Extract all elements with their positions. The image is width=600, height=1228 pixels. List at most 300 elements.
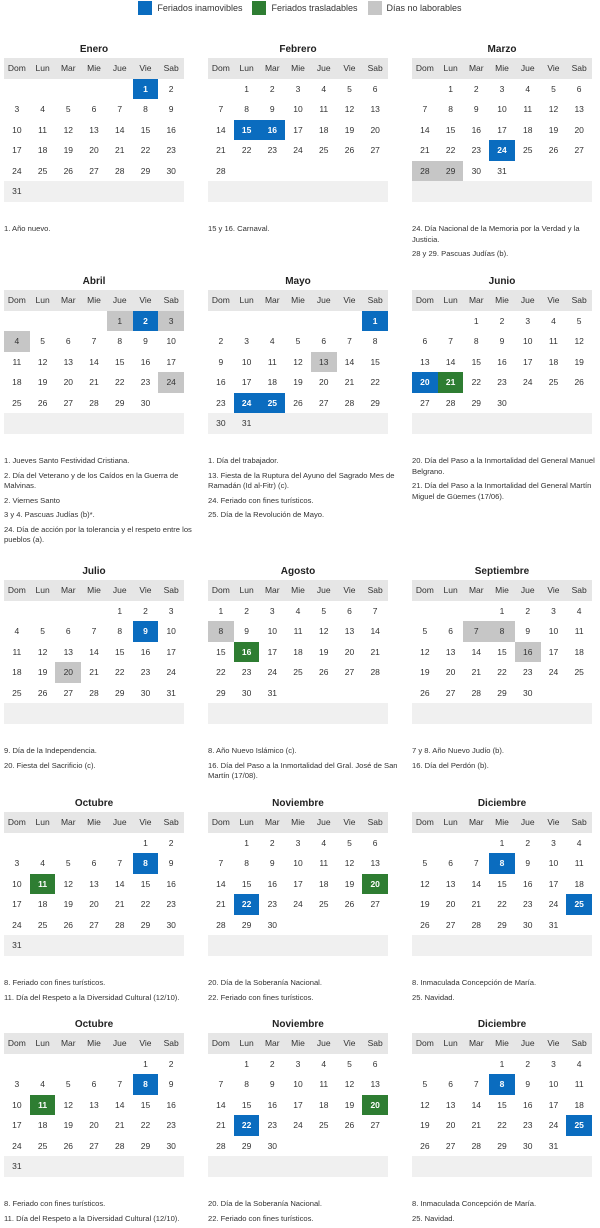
weekday-mie: Mie — [495, 295, 509, 305]
empty-day-cell — [362, 161, 388, 182]
weekday-lun: Lun — [443, 585, 458, 595]
day-cell: 8 — [133, 1074, 159, 1095]
empty-day-cell — [566, 935, 592, 956]
holiday-note: 25. Día de la Revolución de Mayo. — [208, 510, 325, 519]
weekday-mie: Mie — [291, 817, 305, 827]
month-title: Septiembre — [474, 566, 530, 577]
day-cell: 21 — [89, 377, 99, 387]
day-cell: 2 — [168, 1058, 174, 1069]
weekday-jue: Jue — [316, 63, 331, 73]
empty-day-cell — [208, 833, 234, 854]
holiday-note: 13. Fiesta de la Ruptura del Ayuno del Sagrado Mes de Ramadán (Id al-Fitr) (c). — [208, 470, 395, 490]
week-row — [208, 1054, 388, 1075]
day-cell: 31 — [267, 687, 278, 698]
day-cell: 27 — [445, 1140, 456, 1151]
week-row — [208, 874, 388, 895]
day-cell: 14 — [344, 356, 355, 367]
day-cell: 23 — [216, 397, 226, 408]
day-cell: 4 — [321, 1058, 327, 1069]
week-row — [4, 352, 184, 373]
week-row — [4, 311, 184, 332]
day-cell: 21 — [420, 145, 430, 155]
weekday-mar: Mar — [468, 817, 484, 827]
day-cell: 10 — [12, 124, 22, 135]
day-cell: 30 — [166, 919, 176, 930]
weekday-header — [412, 58, 592, 79]
weekday-sab: Sab — [367, 63, 383, 73]
empty-day-cell — [208, 1156, 234, 1177]
weekday-jue: Jue — [316, 295, 331, 305]
day-cell: 27 — [370, 899, 380, 909]
weekday-header — [412, 290, 592, 311]
day-cell: 13 — [445, 646, 456, 657]
empty-day-cell — [107, 181, 133, 202]
week-row — [208, 935, 388, 956]
legend — [0, 0, 600, 16]
empty-day-cell — [541, 181, 567, 202]
week-row — [208, 915, 388, 936]
empty-day-cell — [259, 161, 285, 182]
week-row — [208, 1156, 388, 1177]
empty-day-cell — [81, 413, 107, 434]
day-cell: 16 — [523, 1099, 533, 1110]
day-cell: 30 — [523, 1140, 533, 1151]
empty-day-cell — [412, 311, 438, 332]
day-cell: 8 — [372, 336, 378, 346]
day-cell: 13 — [89, 124, 99, 135]
empty-day-cell — [337, 915, 363, 936]
empty-day-cell — [438, 311, 464, 332]
day-cell: 1 — [244, 1058, 249, 1069]
day-cell: 19 — [574, 356, 584, 367]
weekday-sab: Sab — [571, 585, 587, 595]
weekday-header — [4, 1033, 184, 1054]
day-cell: 23 — [267, 145, 278, 155]
day-cell: 27 — [445, 687, 456, 698]
day-cell: 19 — [37, 377, 48, 387]
month-title: Octubre — [74, 798, 114, 809]
day-cell: 5 — [40, 626, 45, 636]
day-cell: 13 — [574, 104, 584, 114]
week-row — [4, 642, 184, 663]
day-cell: 17 — [548, 1099, 559, 1110]
month-notes-noviembre-13 — [208, 1199, 398, 1228]
day-cell: 25 — [566, 894, 592, 915]
weekday-jue: Jue — [112, 585, 127, 595]
weekday-header — [412, 1033, 592, 1054]
day-cell: 6 — [347, 605, 352, 616]
empty-day-cell — [259, 413, 285, 434]
day-cell: 7 — [218, 1079, 224, 1089]
day-cell: 6 — [576, 83, 582, 94]
empty-day-cell — [438, 1054, 464, 1075]
weekday-header — [208, 1033, 388, 1054]
day-cell: 15 — [241, 1099, 252, 1110]
day-cell: 9 — [133, 621, 159, 642]
empty-day-cell — [566, 915, 592, 936]
day-cell: 20 — [362, 874, 388, 895]
day-cell: 2 — [525, 605, 531, 616]
day-cell: 30 — [497, 397, 507, 408]
day-cell: 2 — [218, 336, 224, 346]
day-cell: 14 — [471, 878, 482, 889]
empty-day-cell — [107, 413, 133, 434]
month-calendar-mayo-4 — [208, 274, 388, 434]
day-cell: 15 — [370, 356, 380, 367]
day-cell: 24 — [293, 1120, 303, 1130]
day-cell: 11 — [319, 1079, 329, 1089]
empty-day-cell — [515, 935, 541, 956]
week-row — [412, 833, 592, 854]
day-cell: 24 — [523, 377, 533, 387]
legend-label-no-laborables: Días no laborables — [386, 3, 462, 13]
day-cell: 31 — [12, 1161, 22, 1171]
day-cell: 3 — [269, 605, 275, 616]
empty-day-cell — [55, 601, 81, 622]
holiday-note: 11. Día del Respeto a la Diversidad Cultural (12/10). — [4, 1213, 180, 1223]
week-row — [208, 683, 388, 704]
day-cell: 28 — [445, 397, 456, 408]
day-cell: 9 — [499, 336, 505, 346]
empty-day-cell — [515, 393, 541, 414]
weekday-header — [4, 58, 184, 79]
empty-day-cell — [30, 935, 56, 956]
week-row — [208, 642, 388, 663]
day-cell: 20 — [445, 667, 456, 677]
week-row — [208, 894, 388, 915]
day-cell: 10 — [166, 336, 176, 346]
day-cell: 4 — [551, 315, 556, 326]
empty-day-cell — [412, 833, 438, 854]
day-cell: 10 — [166, 626, 176, 636]
empty-day-cell — [30, 413, 56, 434]
empty-day-cell — [55, 181, 81, 202]
legend-swatch-trasladables — [252, 1, 266, 15]
empty-day-cell — [81, 833, 107, 854]
day-cell: 14 — [115, 878, 125, 889]
week-row — [412, 915, 592, 936]
empty-day-cell — [158, 181, 184, 202]
day-cell: 16 — [471, 124, 482, 135]
day-cell: 29 — [497, 1140, 507, 1151]
day-cell: 21 — [115, 1120, 125, 1130]
weekday-header — [4, 580, 184, 601]
day-cell: 10 — [293, 104, 303, 114]
legend-item-no-laborables — [368, 1, 462, 15]
day-cell: 18 — [267, 377, 278, 387]
week-row — [4, 331, 184, 352]
month-calendar-enero-0 — [4, 42, 184, 202]
day-cell: 14 — [420, 124, 430, 135]
empty-day-cell — [4, 833, 30, 854]
day-cell: 24 — [293, 145, 303, 155]
weekday-dom: Dom — [211, 585, 230, 595]
empty-day-cell — [208, 1054, 234, 1075]
weekday-lun: Lun — [35, 585, 50, 595]
day-cell: 7 — [448, 336, 453, 346]
holiday-note: 20. Día del Paso a la Inmortalidad del General Manuel Belgrano. — [412, 456, 595, 476]
empty-day-cell — [438, 703, 464, 724]
empty-day-cell — [311, 1136, 337, 1157]
day-cell: 4 — [321, 83, 327, 94]
day-cell: 22 — [370, 377, 380, 387]
day-cell: 16 — [166, 878, 176, 889]
day-cell: 29 — [370, 397, 380, 408]
week-row — [208, 372, 388, 393]
day-cell: 31 — [548, 919, 559, 930]
month-notes-abril-3 — [4, 456, 194, 550]
day-cell: 15 — [140, 878, 151, 889]
day-cell: 17 — [497, 124, 507, 135]
day-cell: 6 — [448, 626, 453, 636]
week-row — [412, 372, 592, 393]
day-cell: 2 — [168, 837, 174, 848]
day-cell: 5 — [422, 626, 428, 636]
empty-day-cell — [541, 393, 567, 414]
day-cell: 24 — [166, 667, 176, 677]
empty-day-cell — [133, 181, 159, 202]
day-cell: 30 — [166, 1140, 176, 1151]
weekday-sab: Sab — [163, 817, 179, 827]
day-cell: 24 — [293, 899, 303, 909]
empty-day-cell — [55, 703, 81, 724]
day-cell: 22 — [140, 899, 151, 909]
weekday-mie: Mie — [87, 63, 101, 73]
weekday-vie: Vie — [139, 585, 152, 595]
weekday-mar: Mar — [60, 1038, 76, 1048]
day-cell: 24 — [234, 393, 260, 414]
day-cell: 16 — [267, 1099, 278, 1110]
empty-day-cell — [463, 181, 489, 202]
empty-day-cell — [463, 1156, 489, 1177]
day-cell: 13 — [89, 878, 99, 889]
empty-day-cell — [337, 413, 363, 434]
week-row — [208, 833, 388, 854]
day-cell: 21 — [216, 899, 226, 909]
month-notes-julio-6 — [4, 746, 194, 775]
day-cell: 23 — [140, 667, 151, 677]
day-cell: 12 — [37, 356, 48, 367]
day-cell: 5 — [422, 858, 428, 868]
day-cell: 13 — [311, 352, 337, 373]
weekday-mar: Mar — [264, 1038, 280, 1048]
weekday-mie: Mie — [495, 585, 509, 595]
day-cell: 8 — [133, 853, 159, 874]
week-row — [412, 79, 592, 100]
day-cell: 10 — [293, 1079, 303, 1089]
day-cell: 29 — [140, 165, 151, 176]
day-cell: 22 — [471, 377, 482, 387]
day-cell: 20 — [445, 899, 456, 909]
week-row — [4, 915, 184, 936]
empty-day-cell — [463, 935, 489, 956]
week-row — [208, 662, 388, 683]
day-cell: 11 — [574, 1079, 584, 1089]
day-cell: 26 — [63, 919, 74, 930]
day-cell: 23 — [166, 899, 176, 909]
empty-day-cell — [463, 413, 489, 434]
day-cell: 22 — [234, 1115, 260, 1136]
empty-day-cell — [311, 311, 337, 332]
day-cell: 18 — [574, 878, 584, 889]
weekday-vie: Vie — [547, 63, 560, 73]
weekday-mie: Mie — [87, 817, 101, 827]
holiday-note: 2. Viernes Santo — [4, 495, 61, 505]
weekday-lun: Lun — [239, 1038, 254, 1048]
empty-day-cell — [311, 413, 337, 434]
day-cell: 4 — [40, 1079, 45, 1089]
weekday-mie: Mie — [87, 295, 101, 305]
empty-day-cell — [81, 311, 107, 332]
weekday-dom: Dom — [415, 585, 434, 595]
holiday-note: 15 y 16. Carnaval. — [208, 224, 270, 233]
empty-day-cell — [133, 1156, 159, 1177]
day-cell: 10 — [267, 626, 278, 636]
day-cell: 22 — [115, 667, 125, 677]
day-cell: 18 — [574, 1099, 584, 1110]
empty-day-cell — [337, 1156, 363, 1177]
empty-day-cell — [412, 935, 438, 956]
day-cell: 23 — [497, 377, 507, 387]
empty-day-cell — [463, 833, 489, 854]
holiday-note: 24. Feriado con fines turísticos. — [208, 495, 314, 505]
month-title: Abril — [82, 276, 106, 287]
day-cell: 19 — [63, 145, 74, 155]
empty-day-cell — [412, 1054, 438, 1075]
day-cell: 3 — [295, 837, 301, 848]
month-grid — [412, 580, 592, 724]
holiday-note: 8. Inmaculada Concepción de María. — [412, 1199, 537, 1208]
empty-day-cell — [55, 935, 81, 956]
weekday-mar: Mar — [60, 295, 76, 305]
empty-day-cell — [208, 935, 234, 956]
empty-day-cell — [566, 1136, 592, 1157]
day-cell: 1 — [499, 1058, 505, 1069]
day-cell: 25 — [548, 377, 559, 387]
empty-day-cell — [4, 1054, 30, 1075]
day-cell: 5 — [321, 605, 327, 616]
day-cell: 19 — [420, 899, 430, 909]
empty-day-cell — [412, 703, 438, 724]
empty-day-cell — [515, 161, 541, 182]
day-cell: 25 — [319, 1120, 329, 1130]
empty-day-cell — [107, 833, 133, 854]
weekday-jue: Jue — [520, 585, 535, 595]
day-cell: 22 — [497, 1120, 507, 1130]
day-cell: 17 — [12, 899, 22, 909]
day-cell: 7 — [372, 605, 378, 616]
day-cell: 2 — [269, 83, 275, 94]
day-cell: 26 — [420, 919, 430, 930]
day-cell: 7 — [473, 858, 479, 868]
weekday-lun: Lun — [443, 63, 458, 73]
day-cell: 17 — [548, 878, 559, 889]
day-cell: 6 — [91, 104, 97, 114]
day-cell: 24 — [158, 372, 184, 393]
day-cell: 17 — [12, 1120, 22, 1130]
empty-day-cell — [208, 181, 234, 202]
day-cell: 9 — [168, 858, 174, 868]
week-row — [412, 894, 592, 915]
month-title: Octubre — [74, 1019, 114, 1030]
week-row — [4, 935, 184, 956]
legend-label-inamovibles: Feriados inamovibles — [157, 3, 243, 13]
day-cell: 13 — [370, 1079, 380, 1089]
empty-day-cell — [107, 935, 133, 956]
week-row — [412, 161, 592, 182]
weekday-sab: Sab — [571, 63, 587, 73]
empty-day-cell — [337, 935, 363, 956]
holiday-note: 1. Año nuevo. — [4, 224, 51, 233]
empty-day-cell — [208, 79, 234, 100]
day-cell: 12 — [63, 878, 74, 889]
day-cell: 11 — [574, 858, 584, 868]
day-cell: 2 — [269, 1058, 275, 1069]
day-cell: 7 — [117, 1079, 123, 1089]
weekday-header — [4, 812, 184, 833]
day-cell: 1 — [143, 837, 148, 848]
day-cell: 17 — [267, 646, 278, 657]
day-cell: 6 — [91, 1079, 97, 1089]
weekday-jue: Jue — [520, 295, 535, 305]
day-cell: 18 — [548, 356, 559, 367]
day-cell: 21 — [471, 899, 482, 909]
week-row — [4, 703, 184, 724]
day-cell: 7 — [463, 621, 489, 642]
weekday-vie: Vie — [139, 295, 152, 305]
month-title: Junio — [488, 276, 516, 287]
day-cell: 26 — [63, 1140, 74, 1151]
day-cell: 16 — [234, 642, 260, 663]
day-cell: 25 — [37, 919, 48, 930]
day-cell: 24 — [489, 140, 515, 161]
empty-day-cell — [438, 601, 464, 622]
day-cell: 27 — [420, 397, 430, 408]
legend-swatch-inamovibles — [138, 1, 152, 15]
day-cell: 3 — [14, 858, 20, 868]
day-cell: 25 — [37, 1140, 48, 1151]
day-cell: 26 — [344, 1120, 355, 1130]
day-cell: 30 — [140, 397, 151, 408]
empty-day-cell — [285, 413, 311, 434]
week-row — [412, 642, 592, 663]
day-cell: 22 — [234, 894, 260, 915]
day-cell: 22 — [115, 377, 125, 387]
day-cell: 4 — [525, 83, 531, 94]
day-cell: 2 — [525, 837, 531, 848]
day-cell: 6 — [372, 837, 378, 848]
day-cell: 8 — [143, 104, 148, 114]
empty-day-cell — [107, 703, 133, 724]
empty-day-cell — [234, 935, 260, 956]
day-cell: 19 — [63, 1120, 74, 1130]
day-cell: 1 — [218, 605, 224, 616]
month-title: Diciembre — [477, 1019, 527, 1030]
week-row — [208, 311, 388, 332]
week-row — [208, 181, 388, 202]
day-cell: 8 — [244, 858, 249, 868]
day-cell: 17 — [548, 646, 559, 657]
day-cell: 29 — [438, 161, 464, 182]
weekday-lun: Lun — [35, 817, 50, 827]
week-row — [412, 1074, 592, 1095]
month-grid — [4, 580, 184, 724]
day-cell: 14 — [445, 356, 456, 367]
empty-day-cell — [489, 413, 515, 434]
day-cell: 12 — [37, 646, 48, 657]
weekday-sab: Sab — [367, 1038, 383, 1048]
day-cell: 27 — [63, 687, 74, 698]
